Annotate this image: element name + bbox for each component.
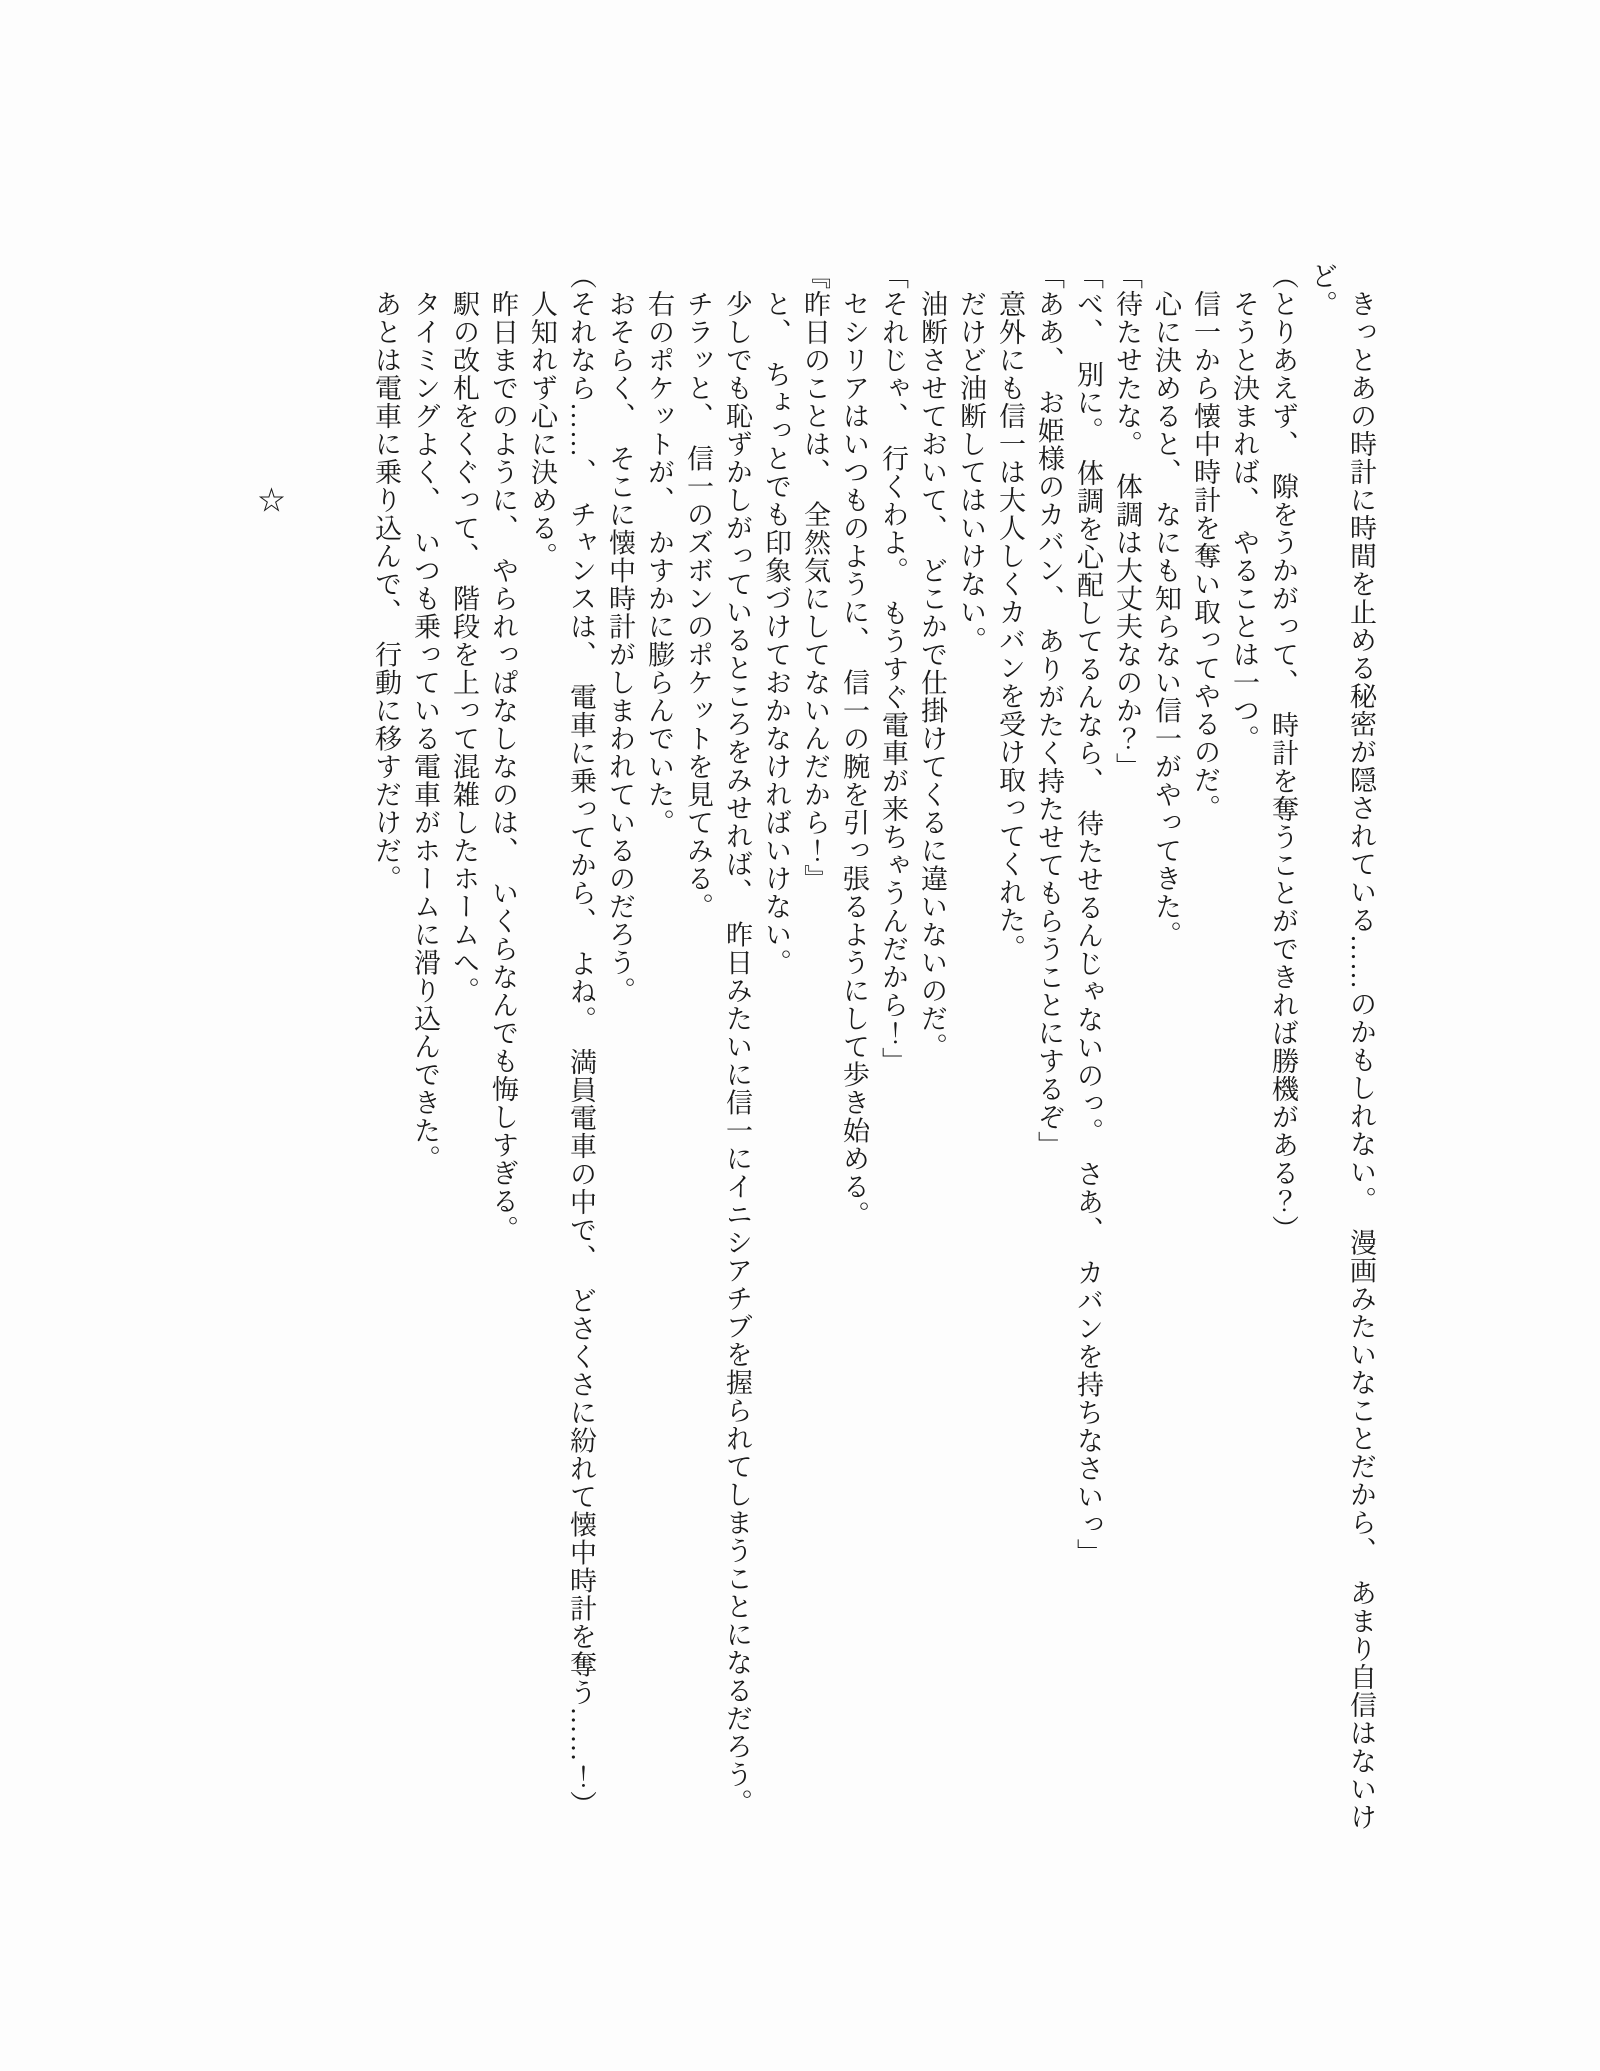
text-column: セシリアはいつものように、 信一の腕を引っ張るようにして歩き始める。 [839, 262, 869, 1229]
text-column: 意外にも信一は大人しくカバンを受け取ってくれた。 [995, 262, 1025, 962]
text-column: （とりあえず、 隙をうかがって、 時計を奪うことができれば勝機がある？） [1268, 262, 1298, 1243]
text-column: 昨日までのように、 やられっぱなしなのは、 いくらなんでも悔しすぎる。 [488, 262, 518, 1243]
vertical-text-block [249, 262, 1380, 1992]
text-column: 人知れず心に決める。 [527, 262, 557, 570]
text-column: 少しでも恥ずかしがっているところをみせれば、 昨日みたいに信一にイニシアチブを握られてしまうことになるだろう。 [722, 262, 752, 1817]
text-column: きっとあの時計に時間を止める秘密が隠されている……のかもしれない。 漫画みたいなことだから、 あまり自信はないけ [1346, 262, 1376, 1831]
text-column: 「それじゃ、 行くわよ。 もうすぐ電車が来ちゃうんだから！」 [878, 262, 908, 1075]
text-column: 「ああ、 お姫様のカバン、 ありがたく持たせてもらうことにするぞ」 [1034, 262, 1064, 1159]
text-column: そうと決まれば、 やることは一つ。 [1229, 262, 1259, 753]
scene-break-star: ☆ [254, 262, 284, 514]
blank-column [288, 262, 327, 1992]
text-column: 『昨日のことは、 全然気にしてないんだから！』 [800, 262, 830, 893]
text-column: おそらく、 そこに懐中時計がしまわれているのだろう。 [605, 262, 635, 1005]
text-column: と、 ちょっとでも印象づけておかなければいけない。 [761, 262, 791, 977]
text-column: タイミングよく、 いつも乗っている電車がホームに滑り込んできた。 [410, 262, 440, 1173]
text-column: ど。 [1307, 262, 1337, 318]
text-column: 「べ、 別に。 体調を心配してるんなら、 待たせるんじゃないのっ。 さあ、 カバンを持ちなさいっ」 [1073, 262, 1103, 1567]
text-column: 信一から懐中時計を奪い取ってやるのだ。 [1190, 262, 1220, 822]
text-column: あとは電車に乗り込んで、 行動に移すだけだ。 [371, 262, 401, 893]
text-column: 駅の改札をくぐって、 階段を上って混雑したホームへ。 [449, 262, 479, 1005]
text-column: 心に決めると、 なにも知らない信一がやってきた。 [1151, 262, 1181, 949]
text-column: 油断させておいて、 どこかで仕掛けてくるに違いないのだ。 [917, 262, 947, 1061]
text-column: （それなら……、 チャンスは、 電車に乗ってから、 よね。 満員電車の中で、 どさくさに紛れて懐中時計を奪う……！） [566, 262, 596, 1819]
blank-column [327, 262, 366, 1992]
text-column: 「待たせたな。 体調は大丈夫なのか？」 [1112, 262, 1142, 781]
text-column: 右のポケットが、 かすかに膨らんでいた。 [644, 262, 674, 837]
text-column: だけど油断してはいけない。 [956, 262, 986, 654]
text-column: チラッと、 信一のズボンのポケットを見てみる。 [683, 262, 713, 921]
